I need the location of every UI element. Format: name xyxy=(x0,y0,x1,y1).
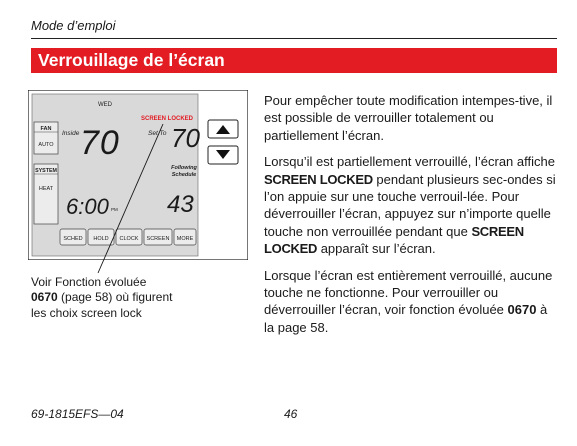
p2-screen-locked-2: SCREEN LOCKED xyxy=(264,223,524,257)
caption-line-2 xyxy=(31,290,231,305)
paragraph-1: Pour empêcher toute modification intempes-tive, il est possible de verrouiller totalement ou partiellement l’écran. xyxy=(264,93,553,143)
header-title: Mode d’emploi xyxy=(31,18,116,33)
following-label-1: Following xyxy=(171,165,197,171)
screen-button-label: SCREEN xyxy=(146,236,170,242)
day-label: WED xyxy=(98,102,112,108)
fan-label: FAN xyxy=(40,126,52,132)
fan-mode: AUTO xyxy=(38,142,54,148)
caption-code: 0670 xyxy=(31,290,58,305)
following-label-2: Schedule xyxy=(171,172,197,178)
p3-code: 0670 xyxy=(507,302,537,318)
inside-temp: 70 xyxy=(80,124,120,162)
paragraph-2 xyxy=(264,153,558,257)
p3-text-c: à la page 58. xyxy=(264,302,548,335)
document-number: 69-1815EFS—04 xyxy=(31,407,124,421)
screen-locked-label: SCREEN LOCKED xyxy=(141,116,194,122)
p3-text-a: Lorsque l’écran est entièrement verrouillé, aucune touche ne fonctionne. Pour verrouiller ou déverrouiller l’écran, voir fonction évoluée xyxy=(264,267,553,318)
section-title: Verrouillage de l’écran xyxy=(38,50,225,70)
p2-screen-locked-1: SCREEN LOCKED xyxy=(264,171,373,187)
set-to-label: Set To xyxy=(148,130,167,137)
paragraph-3 xyxy=(264,267,558,337)
sched-button-label: SCHED xyxy=(63,236,83,242)
body-text xyxy=(264,92,558,345)
more-button-label: MORE xyxy=(176,236,194,242)
system-mode: HEAT xyxy=(38,186,54,192)
outdoor-temp: 43 xyxy=(167,191,194,218)
time-display: 6:00 xyxy=(66,194,109,219)
p2-text-c: pendant plusieurs sec-ondes si l’on appuie sur une touche verrouil-lée. Pour déverrouiller l’écran, appuyez sur n’importe quelle touche non verrouillée pendant que xyxy=(264,171,556,239)
system-label: SYSTEM xyxy=(35,168,57,174)
caption-line-1: Voir Fonction évoluée xyxy=(31,275,147,289)
clock-button-label: CLOCK xyxy=(119,236,139,242)
p2-text-e: apparaît sur l’écran. xyxy=(317,241,436,257)
p2-text-a: Lorsqu’il est partiellement verrouillé, l’écran affiche xyxy=(264,154,555,170)
page-number: 46 xyxy=(284,407,298,421)
pm-indicator: PM xyxy=(111,207,118,212)
caption-line-2-text: (page 58) où figurent xyxy=(57,290,173,305)
set-to-temp: 70 xyxy=(171,123,200,153)
figure-caption xyxy=(31,275,231,321)
inside-label: Inside xyxy=(62,130,80,137)
caption-line-3: les choix screen lock xyxy=(31,305,142,320)
hold-button-label: HOLD xyxy=(93,236,109,242)
